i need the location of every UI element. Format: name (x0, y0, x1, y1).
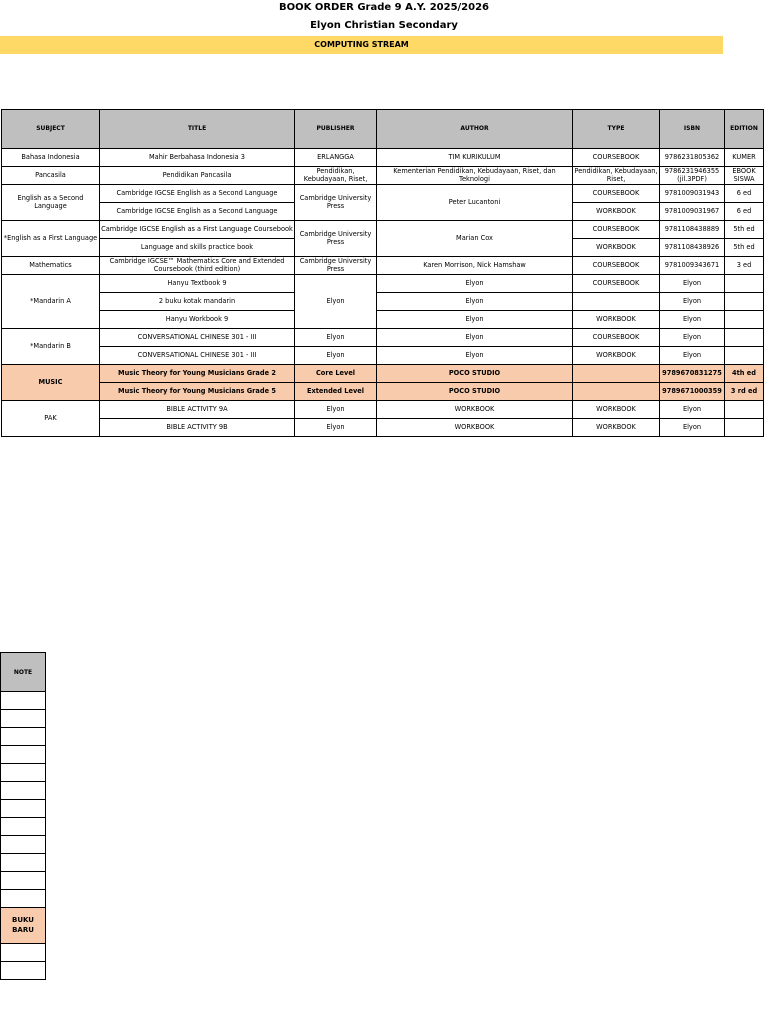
isbn-cell: 9781009031943 (660, 185, 725, 203)
isbn-cell: Elyon (660, 347, 725, 365)
note-cell (1, 746, 46, 764)
isbn-cell: Elyon (660, 329, 725, 347)
table-row (2, 329, 764, 347)
author-cell: Kementerian Pendidikan, Kebudayaan, Riset, dan Teknologi (377, 167, 573, 185)
author-cell: TIM KURIKULUM (377, 149, 573, 167)
isbn-cell: Elyon (660, 293, 725, 311)
edition-cell: 6 ed (725, 203, 764, 221)
type-cell: WORKBOOK (573, 401, 660, 419)
title-cell: Cambridge IGCSE English as a First Language Coursebook (100, 221, 295, 239)
edition-cell (725, 329, 764, 347)
note-cell (1, 944, 46, 962)
type-cell: WORKBOOK (573, 419, 660, 437)
author-cell: Elyon (377, 275, 573, 293)
edition-cell: 6 ed (725, 185, 764, 203)
document-title: BOOK ORDER Grade 9 A.Y. 2025/2026 (278, 2, 490, 13)
author-cell: Peter Lucantoni (377, 185, 573, 221)
type-cell (573, 365, 660, 383)
subject-cell: Pancasila (2, 167, 100, 185)
title-cell: BIBLE ACTIVITY 9B (100, 419, 295, 437)
isbn-cell: Elyon (660, 401, 725, 419)
isbn-cell: 9781009343671 (660, 257, 725, 275)
author-cell: WORKBOOK (377, 419, 573, 437)
buku-baru-label: BUKU BARU (1, 908, 46, 944)
type-cell: COURSEBOOK (573, 275, 660, 293)
subject-cell: MUSIC (2, 365, 100, 401)
stream-banner: COMPUTING STREAM (0, 36, 723, 54)
edition-cell: 5th ed (725, 239, 764, 257)
book-order-table (1, 109, 764, 437)
isbn-cell: 9781108438889 (660, 221, 725, 239)
edition-cell (725, 401, 764, 419)
edition-cell (725, 275, 764, 293)
note-cell (1, 800, 46, 818)
table-row (2, 149, 764, 167)
table-row (2, 347, 764, 365)
note-cell (1, 764, 46, 782)
edition-cell (725, 293, 764, 311)
author-cell: Marian Cox (377, 221, 573, 257)
publisher-cell: Cambridge University Press (295, 221, 377, 257)
publisher-cell: Elyon (295, 347, 377, 365)
note-cell (1, 692, 46, 710)
isbn-cell: 9786231946355 (jil.3PDF) (660, 167, 725, 185)
isbn-cell: 9781108438926 (660, 239, 725, 257)
note-cell (1, 836, 46, 854)
note-cell (1, 818, 46, 836)
title-cell: Hanyu Textbook 9 (100, 275, 295, 293)
title-cell: Cambridge IGCSE English as a Second Language (100, 203, 295, 221)
edition-cell: KUMER (725, 149, 764, 167)
edition-cell (725, 311, 764, 329)
column-header-type: TYPE (573, 110, 660, 149)
publisher-cell: Core Level (295, 365, 377, 383)
column-header-isbn: ISBN (660, 110, 725, 149)
column-header-title: TITLE (100, 110, 295, 149)
type-cell (573, 383, 660, 401)
author-cell: POCO STUDIO (377, 365, 573, 383)
type-cell (573, 293, 660, 311)
note-header: NOTE (1, 653, 46, 692)
type-cell: COURSEBOOK (573, 329, 660, 347)
edition-cell: 5th ed (725, 221, 764, 239)
note-cell (1, 890, 46, 908)
subject-cell: *Mandarin A (2, 275, 100, 329)
table-row (2, 167, 764, 185)
note-cell (1, 854, 46, 872)
title-cell: CONVERSATIONAL CHINESE 301 - III (100, 329, 295, 347)
author-cell: Elyon (377, 293, 573, 311)
table-row-music (2, 365, 764, 383)
column-header-author: AUTHOR (377, 110, 573, 149)
table-row-music (2, 383, 764, 401)
publisher-cell: Cambridge University Press (295, 185, 377, 221)
edition-cell: 4th ed (725, 365, 764, 383)
type-cell: Pendidikan, Kebudayaan, Riset, (574, 167, 658, 183)
table-row (2, 311, 764, 329)
note-cell (1, 962, 46, 980)
isbn-cell: 9789671000359 (660, 383, 725, 401)
publisher-cell: ERLANGGA (295, 149, 377, 167)
type-cell: COURSEBOOK (573, 185, 660, 203)
table-row (2, 401, 764, 419)
column-header-edition: EDITION (725, 110, 764, 149)
table-header-row (2, 110, 764, 149)
table-row (2, 185, 764, 203)
publisher-cell: Cambridge University Press (295, 257, 377, 275)
type-cell: COURSEBOOK (573, 149, 660, 167)
type-cell: COURSEBOOK (573, 257, 660, 275)
edition-cell: 3 ed (725, 257, 764, 275)
type-cell: WORKBOOK (573, 347, 660, 365)
type-cell: WORKBOOK (573, 311, 660, 329)
author-cell: WORKBOOK (377, 401, 573, 419)
isbn-cell: Elyon (660, 275, 725, 293)
publisher-cell: Elyon (295, 419, 377, 437)
subject-cell: PAK (2, 401, 100, 437)
type-cell: WORKBOOK (573, 203, 660, 221)
title-cell: Language and skills practice book (100, 239, 295, 257)
publisher-cell: Pendidikan, Kebudayaan, Riset, (295, 167, 377, 185)
table-row (2, 293, 764, 311)
edition-cell (725, 347, 764, 365)
note-cell (1, 710, 46, 728)
isbn-cell: 9789670831275 (660, 365, 725, 383)
publisher-cell: Elyon (295, 275, 377, 329)
author-cell: POCO STUDIO (377, 383, 573, 401)
author-cell: Karen Morrison, Nick Hamshaw (377, 257, 573, 275)
subject-cell: *Mandarin B (2, 329, 100, 365)
publisher-cell: Extended Level (295, 383, 377, 401)
column-header-publisher: PUBLISHER (295, 110, 377, 149)
table-row (2, 221, 764, 239)
note-cell (1, 872, 46, 890)
isbn-cell: Elyon (660, 419, 725, 437)
title-cell: CONVERSATIONAL CHINESE 301 - III (100, 347, 295, 365)
edition-cell: EBOOK SISWA (725, 167, 764, 185)
title-cell: Music Theory for Young Musicians Grade 5 (100, 383, 295, 401)
column-header-subject: SUBJECT (2, 110, 100, 149)
title-cell: 2 buku kotak mandarin (100, 293, 295, 311)
table-row (2, 275, 764, 293)
subject-cell: English as a Second Language (2, 185, 100, 221)
edition-cell: 3 rd ed (725, 383, 764, 401)
title-cell: Cambridge IGCSE English as a Second Language (100, 185, 295, 203)
type-cell: COURSEBOOK (573, 221, 660, 239)
table-row (2, 419, 764, 437)
subject-cell: Bahasa Indonesia (2, 149, 100, 167)
table-row (2, 257, 764, 275)
note-cell (1, 728, 46, 746)
title-cell: BIBLE ACTIVITY 9A (100, 401, 295, 419)
note-cell (1, 782, 46, 800)
isbn-cell: Elyon (660, 311, 725, 329)
school-name: Elyon Christian Secondary (310, 20, 458, 31)
author-cell: Elyon (377, 329, 573, 347)
subject-cell: *English as a First Language (2, 221, 100, 257)
subject-cell: Mathematics (2, 257, 100, 275)
note-table (0, 652, 46, 980)
publisher-cell: Elyon (295, 329, 377, 347)
edition-cell (725, 419, 764, 437)
type-cell: WORKBOOK (573, 239, 660, 257)
title-cell: Music Theory for Young Musicians Grade 2 (100, 365, 295, 383)
author-cell: Elyon (377, 347, 573, 365)
isbn-cell: 9786231805362 (660, 149, 725, 167)
author-cell: Elyon (377, 311, 573, 329)
title-cell: Hanyu Workbook 9 (100, 311, 295, 329)
isbn-cell: 9781009031967 (660, 203, 725, 221)
title-cell: Cambridge IGCSE™ Mathematics Core and Extended Coursebook (third edition) (100, 257, 295, 275)
title-cell: Pendidikan Pancasila (100, 167, 295, 185)
publisher-cell: Elyon (295, 401, 377, 419)
title-cell: Mahir Berbahasa Indonesia 3 (100, 149, 295, 167)
